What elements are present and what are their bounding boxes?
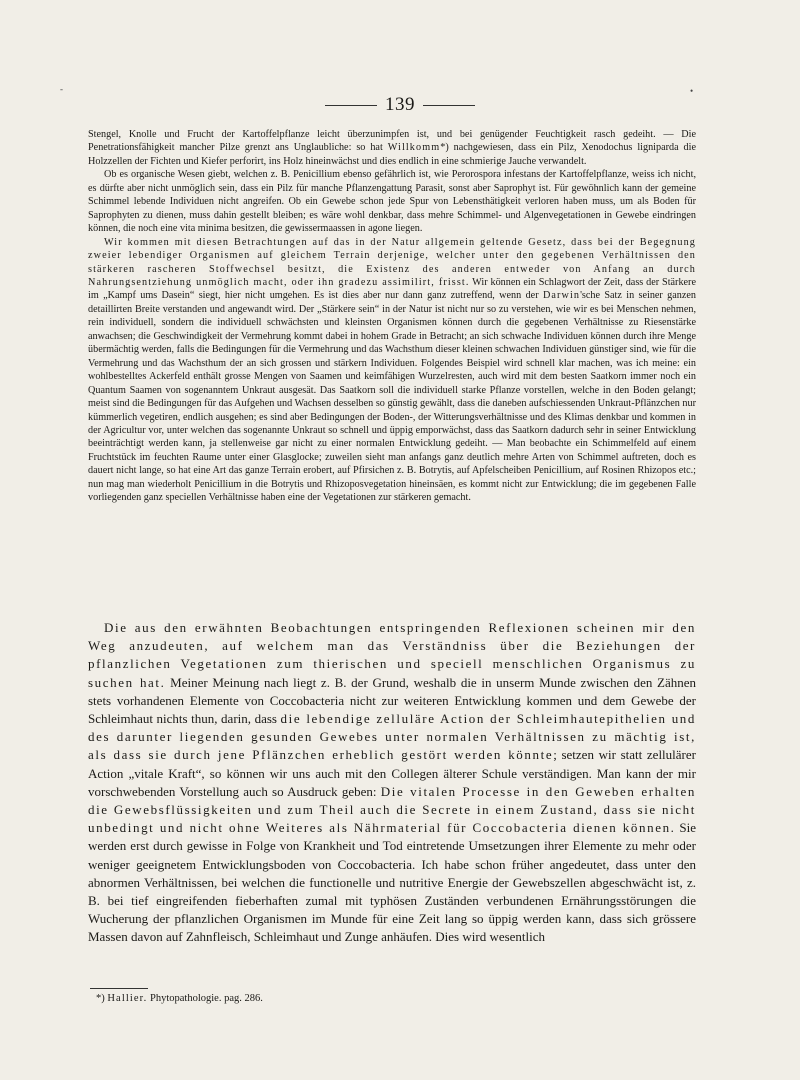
text-run: ; setzen wir statt zellulärer Action „vitale Kraft“, so können wir uns auch mit den Collegen älterer Schule verständigen. Man kann der mir vorschwebenden Vorstellung auch so Ausdruck geben: bbox=[88, 747, 696, 799]
header-rule-left bbox=[325, 105, 377, 106]
paragraph bbox=[88, 168, 696, 235]
footnote-author: Hallier. bbox=[107, 993, 148, 1004]
text-run: Ob es organische Wesen giebt, welchen z. B. Penicillium ebenso gefährlich ist, wie Perorospora infestans der Kartoffelpflanze, weiss ich nicht, es dürfte aber nicht unmöglich sein, dass ein Pilz für manche Pflanzengattung Parasit, sonst aber Saprophyt ist. Für gewöhnlich kann der gemeine Schimmel lebende Individuen nicht angreifen. Ob ein Gewebe schon jede Spur von Lebensthätigkeit verloren haben muss, um als Boden für Saprophyten zu dienen, muss dahin gestellt bleiben; es wäre wohl denkbar, dass mehre Schimmel- und Algenvegetationen in Gewebe eindringen können, die noch eine vita minima besitzen, die gewissermaassen in agone liegen. bbox=[88, 169, 696, 235]
text-run: Meiner Meinung nach liegt z. B. der Grund, weshalb die in unserm Munde zwischen den Zähnen stets vorhandenen Elemente von Coccobacteria nicht zur weiteren Entwicklung kommen und dem Gewebe der Schleimhaut nichts thun, darin, dass bbox=[88, 674, 696, 727]
footnote-text: Phytopathologie. pag. 286. bbox=[150, 993, 263, 1004]
footnote bbox=[96, 993, 263, 1004]
paragraph bbox=[88, 128, 696, 168]
main-text-section bbox=[88, 619, 696, 947]
header-rule-right bbox=[423, 105, 475, 106]
emphasized-text: die lebendige zelluläre Action der Schleimhautepithelien und des darunter liegenden gesunden Gewebes unter normalen Verhältnissen zu mächtig ist, als dass sie durch jene Pflänzchen erheblich gestört werden könnte bbox=[88, 711, 696, 763]
text-run: Wir können ein Schlagwort der Zeit, dass der Stärkere im „Kampf ums Dasein“ siegt, hier nicht umgehen. Es ist dies aber nur dann ganz zutreffend, wenn der bbox=[88, 276, 696, 302]
page-number: 139 bbox=[385, 94, 415, 115]
text-run: 'sche Satz in seiner ganzen detaillirten Breite verstanden und angewandt wird. Der „Stärkere sein“ in der Natur ist nicht nur so zu verstehen, wie wir es bei Menschen nehmen, rein individuell, sondern die individuell schwächsten und kleinsten Organismen können durch die gegebenen Verhältnisse zu Riesenstärke anwachsen; die Geschwindigkeit der Vermehrung kommt dabei in hohem Grade in Betracht; an sich schwache Individuen können durch ihre Menge übermächtig werden, falls die Bedingungen für die Vermehrung und das Wachsthum dieser kleinen schwachen Individuen günstiger sind, wie für die Vermehrung und das Wachsthum der an sich grossen und stärkern Individuen. Folgendes Beispiel wird schnell klar machen, was ich meine: ein wohlbestelltes Ackerfeld enthält grosse Mengen von Saamen und keimfähigen Wurzelresten, auch wird mit dem besten Saatkorn immer noch ein Quantum Saamen von sogenanntem Unkraut ausgesät. Das Saatkorn soll die individuell starke Pflanze vorstellen, welche in den Boden gelangt; meist sind die Bedingungen für das Aufgehen und Wachsen desselben so günstig gewählt, dass die daneben aufschiessenden Unkraut-Pflänzchen nur kümmerlich vegetiren, endlich ausgehen; es sind aber Bedingungen der Boden-, der Witterungsverhältnisse und des Klimas denkbar und kommen in der Agricultur vor, unter welchen das sogenannte Unkraut so schnell und üppig emporwächst, dass das Saatkorn dadurch sehr in seiner Entwicklung beeinträchtigt werden kann, ja stellenweise gar nicht zu einer normalen Entwicklung gedeiht. — Man beobachte ein Schimmelfeld auf einem Fruchtstück im feuchten Raume unter einer Glasglocke; zuweilen sieht man anfangs ganz deutlich mehre Arten von Schimmel auftreten, doch es dauert nicht lange, so hat eine Art das ganze Terrain erobert, auf Pfirsichen z. B. Botrytis, auf Apfelscheiben Penicillium, auf Rosinen Rhizopos etc.; nun mag man wiederholt Penicillium in die Botrytis und Rhizoposvegetation hineinsäen, es kommt nicht zur Entwicklung; die im gegebenen Falle vorliegenden ganz speciellen Verhältnisse haben eine der Vegetationen zur stärkeren gemacht. bbox=[88, 290, 697, 504]
emphasized-text: Die vitalen Processe in den Geweben erhalten die Gewebsflüssigkeiten und zum Theil auch die Secrete in einem Zustand, dass sie nicht unbedingt und nicht ohne Weiteres als Nährmaterial für Coccobacteria dienen können. bbox=[88, 783, 696, 836]
text-run: Stengel, Knolle und Frucht der Kartoffelpflanze leicht überzunimpfen ist, und bei genügender Feuchtigkeit rasch gedeiht. — Die Penetrationsfähigkeit mancher Pilze grenzt ans Unglaubliche: so hat bbox=[88, 129, 696, 154]
emphasized-text: Willkomm bbox=[387, 142, 441, 154]
paragraph bbox=[88, 236, 696, 505]
footnote-marker: *) bbox=[96, 993, 105, 1004]
scan-mark: • bbox=[690, 86, 694, 96]
page-header bbox=[0, 94, 800, 116]
text-run: *) nachgewiesen, dass ein Pilz, Xenodochus ligniparda die Holzzellen der Fichten und Kiefer perforirt, ins Holz hineinwächst und dies endlich in eine schmierige Jauche verwandelt. bbox=[88, 142, 696, 167]
emphasized-text: Wir kommen mit diesen Betrachtungen auf das in der Natur allgemein geltende Gesetz, dass bei der Begegnung zweier lebendiger Organismen auf gleichem Terrain derjenige, welcher unter den gegebenen Verhältnissen den stärkeren rascheren Stoffwechsel besitzt, die Existenz des anderen entweder von Anfang an durch Nahrungsentziehung unmöglich macht, oder ihn gradezu assimilirt, frisst. bbox=[88, 236, 696, 288]
footnote-rule bbox=[90, 988, 148, 989]
paragraph bbox=[88, 619, 696, 947]
scan-mark: - bbox=[60, 84, 63, 94]
text-run: Sie werden erst durch gewisse in Folge von Krankheit und Tod eintretende Umsetzungen ihrer Elemente zu mehr oder weniger geeignetem Entwicklungsboden von Coccobacteria. Ich habe schon früher angedeutet, dass unter den abnormen Verhältnissen, bei welchen die functionelle und nutritive Energie der Gewebszellen abgeschwächt ist, z. B. bei tief eingreifenden fieberhaften zumal mit typhösen Zuständen verbundenen Ernährungsstörungen die Wucherung der pflanzlichen Organismen im Munde für eine Zeit lang so üppig werden kann, dass sich grössere Massen davon auf Zahnfleisch, Schleimhaut und Zunge anhäufen. Dies wird wesentlich bbox=[88, 820, 696, 945]
small-print-section bbox=[88, 128, 696, 505]
emphasized-text: Darwin bbox=[542, 290, 581, 302]
emphasized-text: Die aus den erwähnten Beobachtungen entspringenden Reflexionen scheinen mir den Weg anzudeuten, auf welchem man das Verständniss über die Beziehungen der pflanzlichen Vegetationen zum thierischen und speciell menschlichen Organismus zu suchen hat. bbox=[88, 620, 696, 690]
